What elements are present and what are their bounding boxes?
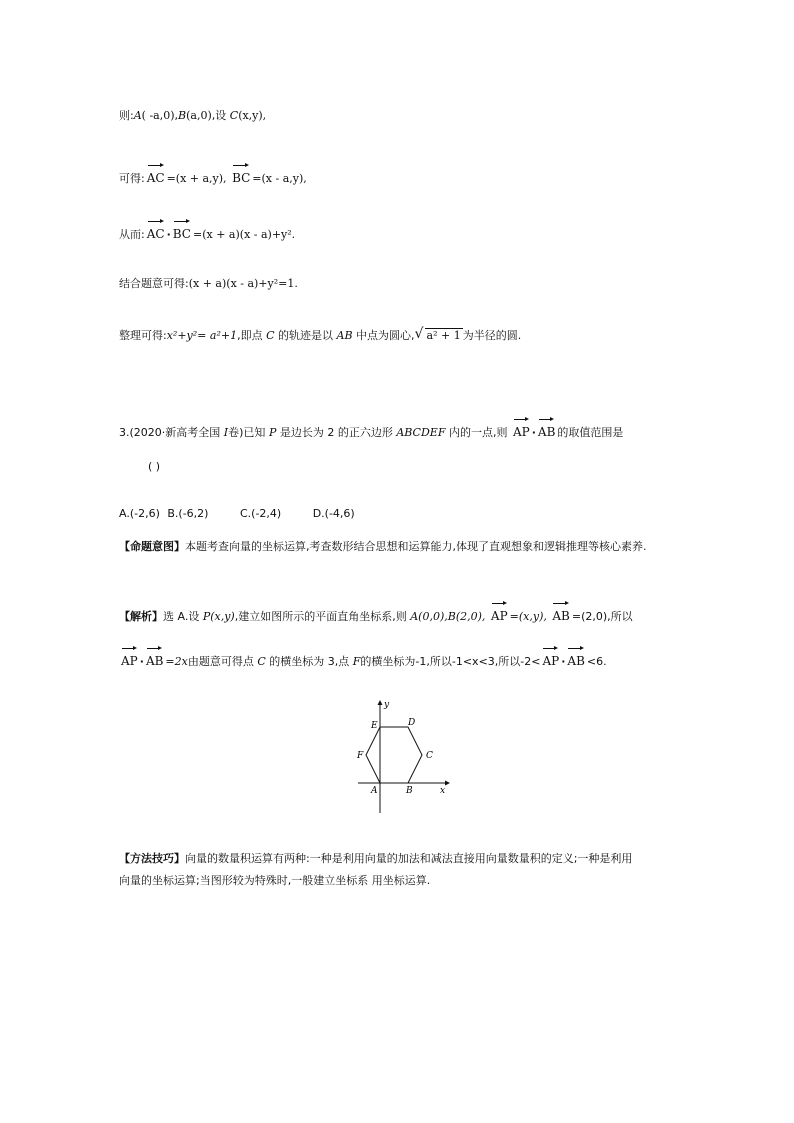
text: 为半径的圆. (462, 329, 522, 342)
vector-ab: AB (567, 645, 584, 671)
expr: =2x (165, 655, 188, 668)
tip-label: 【方法技巧】 (119, 852, 185, 865)
vector-ac: AC (147, 162, 165, 188)
text: 的横坐标为-1,所以-1<x<3,所以-2< (360, 655, 541, 668)
sqrt-expr: √ a² + 1 (414, 326, 461, 342)
text: 卷)已知 (228, 426, 269, 439)
coord-b: (a,0) (186, 109, 212, 122)
point-c: C (229, 109, 239, 122)
tip-text-1: 向量的数量积运算有两种:一种是利用向量的加法和减法直接用向量数量积的定义;一种是利用 (185, 852, 633, 865)
intent-text: 本题考查向量的坐标运算,考查数形结合思想和运算能力,体现了直观想象和逻辑推理等核心素养. (185, 540, 647, 553)
option-a: A.(-2,6) (119, 507, 160, 520)
derivation-line-3 (119, 218, 295, 245)
vector-ap: AP (121, 645, 138, 671)
point-f: F (352, 655, 361, 668)
point-p: P (268, 426, 277, 439)
expr: (x + a)(x - a)+y²=1. (188, 277, 298, 290)
dot-operator: · (139, 655, 144, 668)
options-row (119, 504, 355, 524)
question-3-stem (119, 416, 623, 443)
vector-ab: AB (146, 645, 163, 671)
option-c: C.(-2,4) (239, 507, 282, 520)
text: 从而: (119, 228, 145, 241)
vector-ap: AP (491, 600, 508, 626)
label-b: B (406, 786, 413, 796)
expr: =(x + a,y), (166, 172, 227, 185)
vector-ap: AP (513, 416, 530, 442)
derivation-line-4 (119, 274, 298, 294)
text: 内的一点,则 (445, 426, 511, 439)
intent-label: 【命题意图】 (119, 540, 185, 553)
tip-text-2: 向量的坐标运算;当图形较为特殊时,一般建立坐标系 用坐标运算. (119, 874, 431, 887)
point-b: B (178, 109, 187, 122)
text: 选 A.设 (163, 610, 203, 623)
expr: x²+y²= a²+1 (166, 329, 238, 342)
text: 中点为圆心, (352, 329, 415, 342)
label-c: C (426, 751, 433, 761)
label-d: D (408, 718, 416, 728)
coord-c: (x,y), (238, 109, 267, 122)
label-x: x (440, 786, 446, 796)
expr: =(x,y), (509, 610, 547, 623)
segment-ab: AB (336, 329, 353, 342)
derivation-line-2 (119, 162, 307, 189)
sqrt-radicand: a² + 1 (426, 329, 461, 342)
point-c: C (257, 655, 266, 668)
vector-ab: AB (552, 600, 569, 626)
answer-blank: ( ) (148, 460, 161, 473)
text: , (174, 109, 179, 122)
derivation-line-5 (119, 326, 521, 346)
vector-ac: AC (147, 218, 165, 244)
vector-ap: AP (542, 645, 559, 671)
vector-bc: BC (173, 218, 191, 244)
text: 由题意可得点 (187, 655, 258, 668)
text: ,设 (211, 109, 230, 122)
text: =(2,0),所以 (571, 610, 633, 623)
hexagon-figure (350, 695, 460, 815)
text: 是边长为 2 的正六边形 (276, 426, 397, 439)
dot-operator: · (166, 228, 171, 241)
x-axis-arrow (445, 781, 450, 786)
dot-operator: · (561, 655, 566, 668)
point-p: P(x,y) (202, 610, 235, 623)
method-tip-paragraph (119, 848, 679, 892)
text: 整理可得: (119, 329, 167, 342)
text: <6. (586, 655, 607, 668)
option-d: D.(-4,6) (312, 507, 355, 520)
label-a: A (371, 786, 378, 796)
option-b: B.(-6,2) (167, 507, 209, 520)
text: 则: (119, 109, 134, 122)
label-e: E (371, 721, 378, 731)
expr: =(x - a,y), (252, 172, 307, 185)
vector-bc: BC (232, 162, 250, 188)
analysis-line-2 (119, 645, 607, 672)
expr: =(x + a)(x - a)+y². (193, 228, 296, 241)
label-y: y (384, 700, 390, 710)
point-a: A (133, 109, 142, 122)
text: 的取值范围是 (557, 426, 624, 439)
text: 的轨迹是以 (274, 329, 337, 342)
y-axis-arrow (378, 700, 383, 705)
tip-line-1 (119, 848, 679, 870)
dot-operator: · (531, 426, 536, 439)
analysis-line-1 (119, 600, 633, 627)
text: 结合题意可得: (119, 277, 189, 290)
coords-ab: A(0,0),B(2,0), (410, 610, 486, 623)
text: 可得: (119, 172, 145, 185)
derivation-line-1 (119, 106, 266, 126)
hexagon (366, 727, 422, 783)
analysis-label: 【解析】 (119, 610, 163, 623)
point-c: C (266, 329, 275, 342)
text: ,即点 (237, 329, 267, 342)
hexagon-name: ABCDEF (396, 426, 446, 439)
text: ,建立如图所示的平面直角坐标系,则 (234, 610, 411, 623)
roman-one: I (223, 426, 229, 439)
coord-a: ( -a,0) (141, 109, 175, 122)
text: 的横坐标为 3,点 (265, 655, 353, 668)
text: 3.(2020·新高考全国 (119, 426, 224, 439)
label-f: F (357, 751, 364, 761)
vector-ab: AB (538, 416, 555, 442)
intent-paragraph (119, 536, 679, 558)
